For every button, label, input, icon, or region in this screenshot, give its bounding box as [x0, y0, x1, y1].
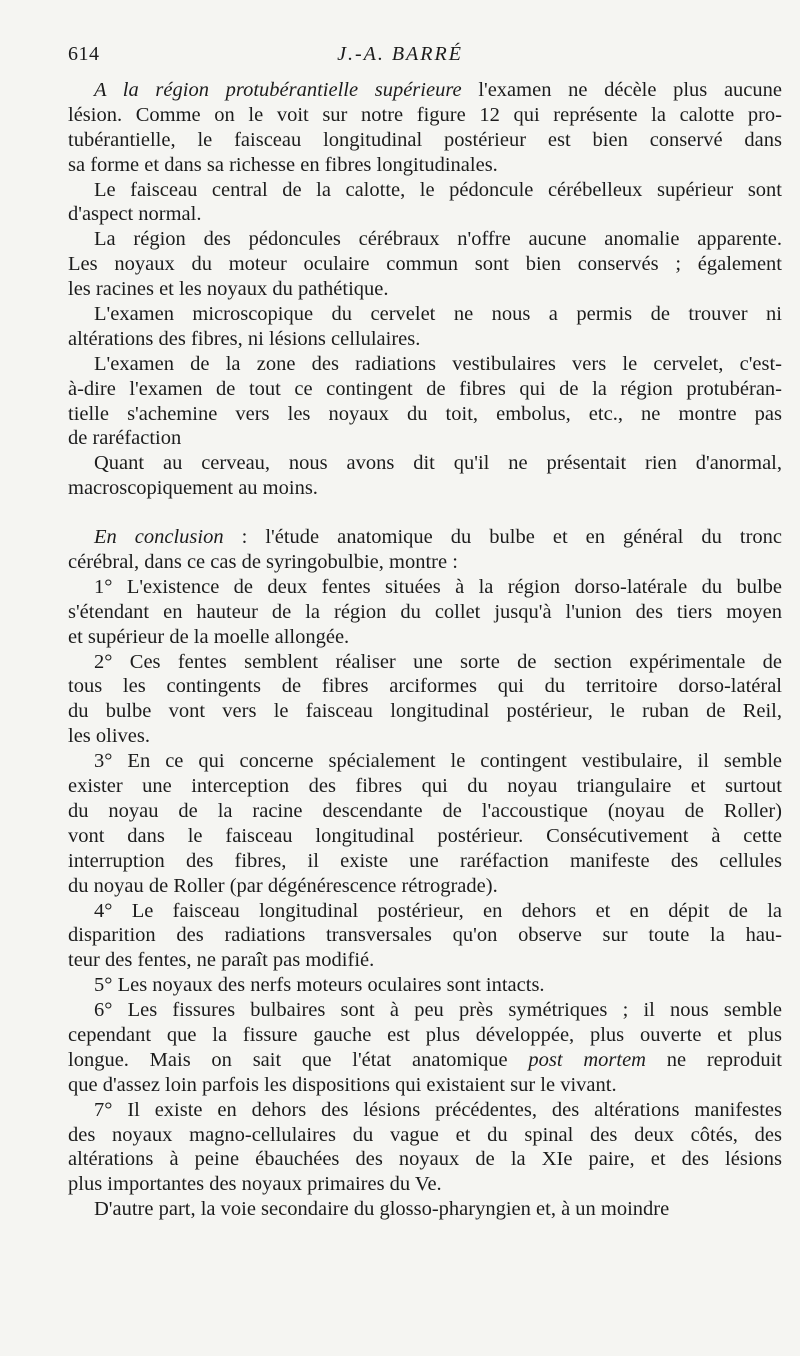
text-line [68, 749, 782, 774]
line-text: que d'assez loin parfois les dispositions qui existaient sur le vivant. [68, 1073, 617, 1096]
line-text: altérations des fibres, ni lésions cellulaires. [68, 327, 421, 350]
line-text: altérations à peine ébauchées des noyaux de la XIe paire, et des lésions [68, 1148, 782, 1171]
paragraph [68, 1197, 782, 1222]
paragraph [68, 451, 782, 501]
line-text: Les noyaux du moteur oculaire commun sont bien conservés ; également [68, 253, 782, 276]
paragraph [68, 1098, 782, 1198]
text-line [68, 973, 782, 998]
text-line [68, 1073, 782, 1098]
text-line [68, 277, 782, 302]
text-line [68, 402, 782, 427]
text-line [68, 352, 782, 377]
line-text: L'examen de la zone des radiations vestibulaires vers le cervelet, c'est- [94, 352, 782, 375]
text-line [68, 874, 782, 899]
line-text-tail: ne reproduit [645, 1048, 782, 1071]
line-text: macroscopiquement au moins. [68, 477, 318, 500]
line-text: de raréfaction [68, 427, 182, 450]
italic-phrase: post mortem [528, 1048, 646, 1071]
line-text: sa forme et dans sa richesse en fibres longitudinales. [68, 153, 498, 176]
line-text: plus importantes des noyaux primaires du Ve. [68, 1173, 442, 1196]
line-text: lésion. Comme on le voit sur notre figure 12 qui représente la calotte pro- [68, 103, 782, 126]
text-line [68, 674, 782, 699]
line-text: à-dire l'examen de tout ce contingent de fibres qui de la région protubéran- [68, 377, 782, 400]
text-line [68, 724, 782, 749]
line-text: du noyau de Roller (par dégénérescence rétrograde). [68, 874, 498, 897]
paragraph [68, 352, 782, 452]
line-text: et supérieur de la moelle allongée. [68, 625, 350, 648]
text-line [68, 1147, 782, 1172]
text-line [68, 600, 782, 625]
paragraph [68, 302, 782, 352]
line-text: l'examen ne décèle plus aucune [461, 79, 782, 101]
line-text: du noyau de la racine descendante de l'accoustique (noyau de Roller) [68, 799, 782, 822]
text-line [68, 998, 782, 1023]
line-text: 2° Ces fentes semblent réaliser une sorte de section expérimentale de [94, 650, 782, 673]
text-line [68, 227, 782, 252]
line-text: des noyaux magno-cellulaires du vague et du spinal des deux côtés, des [68, 1123, 782, 1146]
line-text: 6° Les fissures bulbaires sont à peu près symétriques ; il nous semble [94, 999, 782, 1022]
line-text: L'examen microscopique du cervelet ne nous a permis de trouver ni [94, 303, 782, 326]
line-text: interruption des fibres, il existe une raréfaction manifeste des cellules [68, 849, 782, 872]
line-text: La région des pédoncules cérébraux n'offre aucune anomalie apparente. [94, 228, 782, 251]
text-line [68, 824, 782, 849]
paragraph [68, 227, 782, 302]
line-text: les racines et les noyaux du pathétique. [68, 278, 389, 301]
paragraph [68, 78, 782, 178]
line-text: d'aspect normal. [68, 203, 202, 226]
line-text: Quant au cerveau, nous avons dit qu'il ne présentait rien d'anormal, [94, 452, 782, 475]
running-head: J.-A. BARRÉ [337, 43, 463, 65]
line-text: longue. Mais on sait que l'état anatomique [68, 1048, 529, 1071]
text-line [68, 476, 782, 501]
text-line [68, 377, 782, 402]
text-line [68, 575, 782, 600]
paragraph [68, 178, 782, 228]
text-line [68, 1098, 782, 1123]
line-text: tubérantielle, le faisceau longitudinal postérieur est bien conservé dans [68, 128, 782, 151]
text-line [68, 699, 782, 724]
text-line [68, 153, 782, 178]
paragraph [68, 973, 782, 998]
text-line [68, 849, 782, 874]
text-line [68, 302, 782, 327]
text-line [68, 178, 782, 203]
paragraph [68, 899, 782, 974]
text-line [68, 1172, 782, 1197]
page-number: 614 [68, 43, 100, 65]
line-text: Le faisceau central de la calotte, le pédoncule cérébelleux supérieur sont [94, 178, 782, 201]
text-line [68, 525, 782, 550]
line-text: 3° En ce qui concerne spécialement le contingent vestibulaire, il semble [94, 750, 782, 773]
text-line [68, 128, 782, 153]
line-text: exister une interception des fibres qui du noyau triangulaire et surtout [68, 775, 782, 798]
text-line [68, 327, 782, 352]
text-line [68, 923, 782, 948]
text-line [68, 78, 782, 103]
text-line [68, 948, 782, 973]
text-line [68, 550, 782, 575]
text-line [68, 899, 782, 924]
paragraph [68, 575, 782, 650]
italic-phrase: En conclusion [94, 526, 224, 549]
paragraph [68, 525, 782, 575]
paragraph [68, 749, 782, 898]
text-line [68, 1123, 782, 1148]
line-text: vont dans le faisceau longitudinal postérieur. Consécutivement à cette [68, 824, 782, 847]
line-text: D'autre part, la voie secondaire du glosso-pharyngien et, à un moindre [94, 1198, 670, 1221]
text-line [68, 103, 782, 128]
line-text: teur des fentes, ne paraît pas modifié. [68, 949, 375, 972]
line-text: : l'étude anatomique du bulbe et en général du tronc [223, 526, 782, 549]
line-text: disparition des radiations transversales qu'on observe sur toute la hau- [68, 924, 782, 947]
paragraph-gap [68, 501, 782, 525]
page-body-text [68, 78, 782, 1222]
line-text: cérébral, dans ce cas de syringobulbie, montre : [68, 551, 458, 574]
paragraph [68, 650, 782, 750]
text-line [68, 252, 782, 277]
line-text: cependant que la fissure gauche est plus développée, plus ouverte et plus [68, 1023, 782, 1046]
line-text: 7° Il existe en dehors des lésions précédentes, des altérations manifestes [94, 1098, 782, 1121]
line-text: les olives. [68, 725, 150, 748]
line-text: 1° L'existence de deux fentes situées à la région dorso-latérale du bulbe [94, 575, 782, 598]
text-line [68, 426, 782, 451]
text-line [68, 451, 782, 476]
text-line [68, 799, 782, 824]
line-text: tielle s'achemine vers les noyaux du toit, embolus, etc., ne montre pas [68, 402, 782, 425]
paragraph [68, 998, 782, 1098]
text-line [68, 625, 782, 650]
text-line [68, 650, 782, 675]
text-line [68, 202, 782, 227]
italic-phrase: A la région protubérantielle supérieure [94, 79, 462, 101]
line-text: s'étendant en hauteur de la région du collet jusqu'à l'union des tiers moyen [68, 600, 782, 623]
text-line [68, 1023, 782, 1048]
line-text: du bulbe vont vers le faisceau longitudinal postérieur, le ruban de Reil, [68, 700, 782, 723]
line-text: 4° Le faisceau longitudinal postérieur, en dehors et en dépit de la [94, 899, 782, 922]
line-text: tous les contingents de fibres arciformes qui du territoire dorso-latéral [68, 675, 782, 698]
text-line [68, 1197, 782, 1222]
text-line [68, 1048, 782, 1073]
line-text: 5° Les noyaux des nerfs moteurs oculaires sont intacts. [94, 974, 545, 997]
text-line [68, 774, 782, 799]
